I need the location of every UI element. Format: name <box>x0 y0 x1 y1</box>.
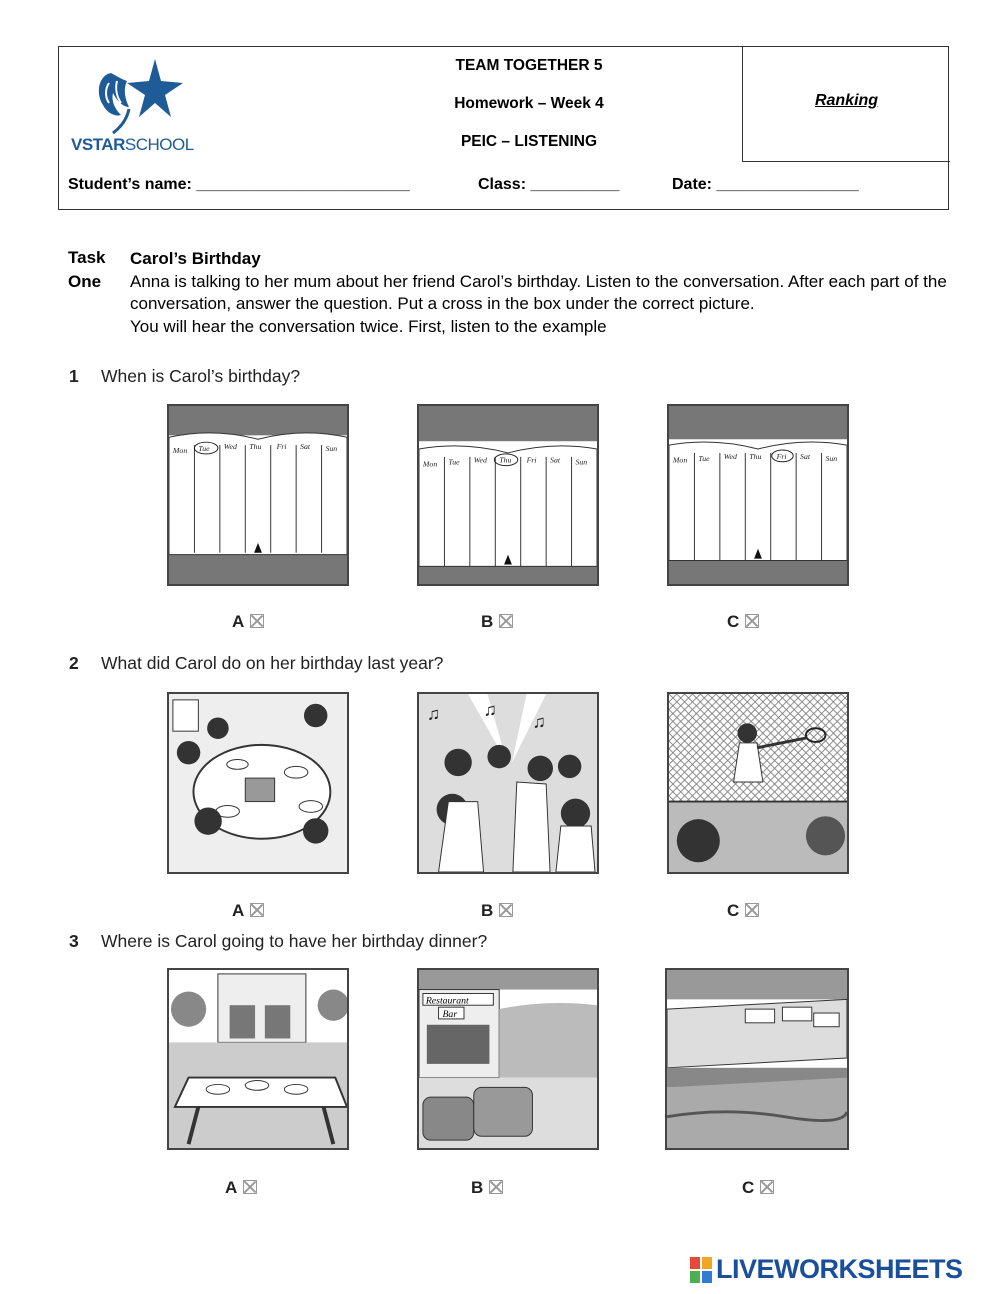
q2-checkbox-b[interactable] <box>499 903 513 917</box>
q2-checkbox-a[interactable] <box>250 903 264 917</box>
worksheet-header <box>58 46 949 210</box>
svg-text:♫: ♫ <box>532 711 546 732</box>
svg-text:Fri: Fri <box>276 442 287 452</box>
svg-text:Sat: Sat <box>300 442 311 452</box>
svg-text:Restaurant: Restaurant <box>425 995 469 1007</box>
task-label: Task <box>68 248 106 267</box>
calendar-picture-c <box>667 404 849 586</box>
party-picture-b <box>417 692 599 874</box>
calendar-illustration <box>669 406 847 584</box>
question-1: 1 When is Carol’s birthday? <box>69 366 301 386</box>
svg-text:Thu: Thu <box>749 451 762 461</box>
course-title: TEAM TOGETHER 5 <box>455 57 603 74</box>
q1-checkbox-a[interactable] <box>250 614 264 628</box>
svg-text:Mon: Mon <box>672 455 688 465</box>
svg-text:Mon: Mon <box>422 459 438 469</box>
svg-text:Fri: Fri <box>776 451 787 461</box>
dancing-party-illustration <box>419 694 597 872</box>
q3-checkbox-b[interactable] <box>489 1180 503 1194</box>
liveworksheets-logo-icon <box>690 1257 714 1285</box>
q2-option-a: A <box>232 901 264 921</box>
svg-text:Sun: Sun <box>325 443 338 453</box>
svg-text:Bar: Bar <box>442 1008 458 1020</box>
q3-checkbox-a[interactable] <box>243 1180 257 1194</box>
seaside-cafe-illustration <box>667 970 847 1148</box>
calendar-picture-b <box>417 404 599 586</box>
ranking-label: Ranking <box>814 92 879 109</box>
svg-text:♫: ♫ <box>426 703 441 724</box>
date-field[interactable]: Date: ________________ <box>672 176 859 193</box>
homework-week: Homework – Week 4 <box>454 95 604 112</box>
task-number: One <box>68 272 102 291</box>
q1-checkbox-c[interactable] <box>745 614 759 628</box>
svg-text:Thu: Thu <box>499 455 512 465</box>
q3-option-b: B <box>471 1178 503 1198</box>
svg-text:Tue: Tue <box>698 453 710 463</box>
calendar-illustration <box>169 406 347 584</box>
svg-text:Sun: Sun <box>575 457 588 467</box>
restaurant-carpark-illustration <box>419 970 597 1148</box>
svg-text:Tue: Tue <box>198 443 210 453</box>
ranking-cell <box>742 46 950 162</box>
svg-text:Sat: Sat <box>800 451 811 461</box>
svg-text:Sat: Sat <box>550 455 561 465</box>
q2-option-c: C <box>727 901 759 921</box>
svg-text:Sun: Sun <box>825 453 838 463</box>
svg-text:Wed: Wed <box>473 455 487 465</box>
liveworksheets-wordmark: LIVEWORKSHEETS <box>716 1254 963 1284</box>
svg-text:Tue: Tue <box>448 457 460 467</box>
task-twice-note: You will hear the conversation twice. First, listen to the example <box>130 316 607 336</box>
q1-option-a: A <box>232 612 264 632</box>
svg-text:Mon: Mon <box>172 445 188 455</box>
family-dinner-illustration <box>169 694 347 872</box>
q1-option-b: B <box>481 612 513 632</box>
q3-option-a: A <box>225 1178 257 1198</box>
outdoor-cafe-picture-c <box>665 968 849 1150</box>
task-title: Carol’s Birthday <box>130 249 261 268</box>
q2-checkbox-c[interactable] <box>745 903 759 917</box>
task-instructions: Anna is talking to her mum about her friend Carol’s birthday. Listen to the conversation. After each part of the conversation, answer the question. Put a cross in the box under the correct picture. <box>130 271 947 313</box>
calendar-illustration <box>419 406 597 584</box>
calendar-picture-a <box>167 404 349 586</box>
q1-option-c: C <box>727 612 759 632</box>
student-name-field[interactable]: Student’s name: ________________________ <box>68 176 410 193</box>
question-2: 2 What did Carol do on her birthday last year? <box>69 653 444 673</box>
picnic-table-picture-a <box>167 968 349 1150</box>
task-body <box>130 248 950 338</box>
q2-option-b: B <box>481 901 513 921</box>
school-name: VSTARSCHOOL <box>71 135 194 154</box>
q3-option-c: C <box>742 1178 774 1198</box>
svg-text:Thu: Thu <box>249 442 262 452</box>
tennis-picture-c <box>667 692 849 874</box>
question-3: 3 Where is Carol going to have her birthday dinner? <box>69 931 488 951</box>
tennis-illustration <box>669 694 847 872</box>
dinner-table-picture-a <box>167 692 349 874</box>
svg-text:Fri: Fri <box>526 455 537 465</box>
q1-checkbox-b[interactable] <box>499 614 513 628</box>
section-title: PEIC – LISTENING <box>460 133 598 150</box>
svg-text:♫: ♫ <box>483 699 497 720</box>
restaurant-picture-b <box>417 968 599 1150</box>
svg-text:Wed: Wed <box>223 442 237 452</box>
liveworksheets-brand <box>690 1254 990 1286</box>
garden-picnic-illustration <box>169 970 347 1148</box>
class-field[interactable]: Class: __________ <box>478 176 620 193</box>
q3-checkbox-c[interactable] <box>760 1180 774 1194</box>
svg-text:Wed: Wed <box>723 451 737 461</box>
